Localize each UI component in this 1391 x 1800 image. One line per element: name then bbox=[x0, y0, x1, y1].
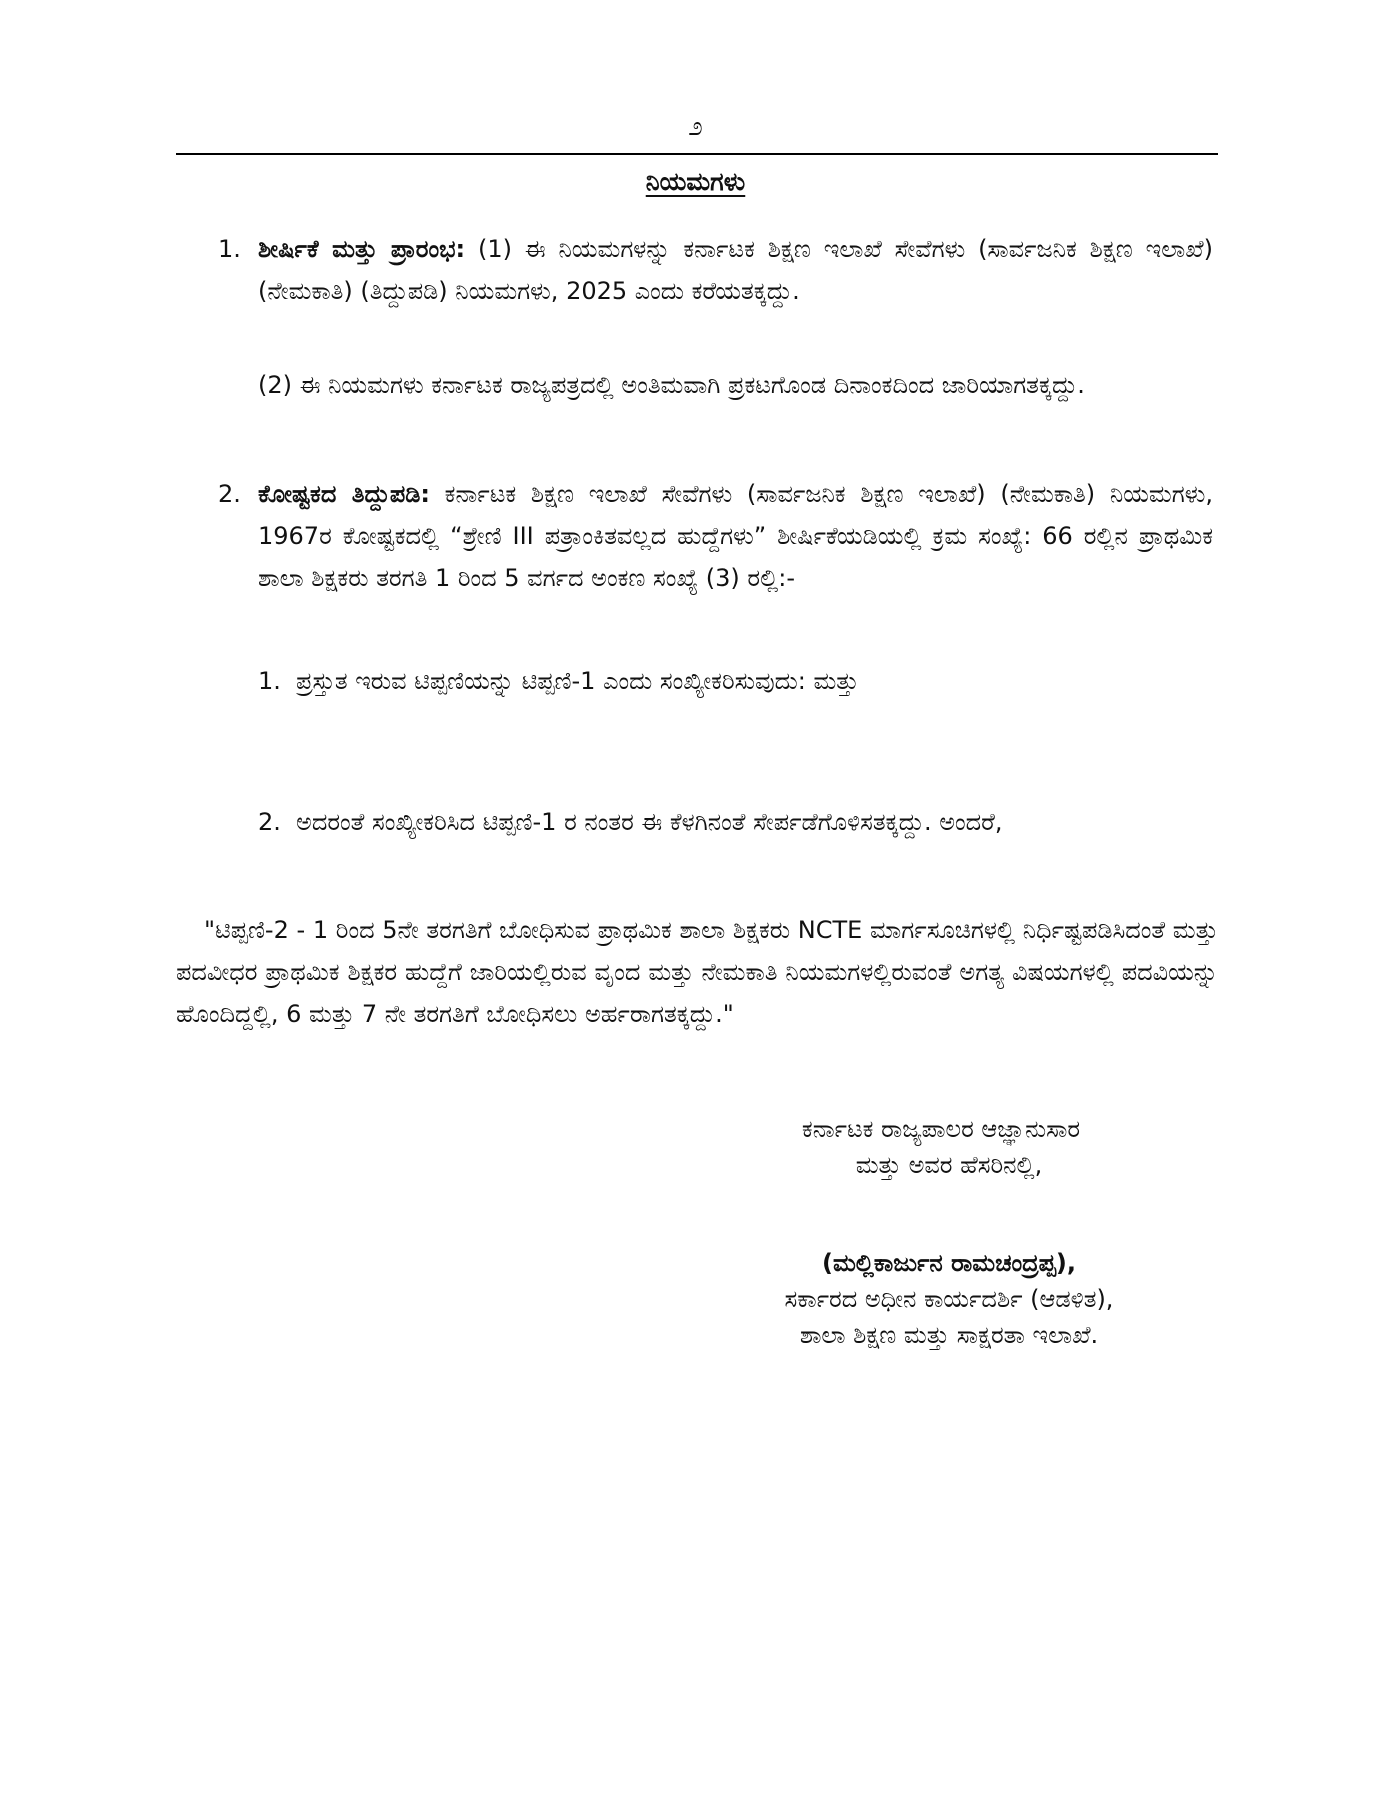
rule-2-text: ಕರ್ನಾಟಕ ಶಿಕ್ಷಣ ಇಲಾಖೆ ಸೇವೆಗಳು (ಸಾರ್ವಜನಿಕ ಶಿಕ್ಷಣ ಇಲಾಖೆ) (ನೇಮಕಾತಿ) ನಿಯಮಗಳು, 1967ರ ಕೋಷ್ಟಕದಲ್ಲಿ “ಶ್ರೇಣಿ III ಪತ್ರಾಂಕಿತವಲ್ಲದ ಹುದ್ದೆಗಳು” ಶೀರ್ಷಿಕೆಯಡಿಯಲ್ಲಿ ಕ್ರಮ ಸಂಖ್ಯೆ: 66 ರಲ್ಲಿನ ಪ್ರಾಥಮಿಕ ಶಾಲಾ ಶಿಕ್ಷಕರು ತರಗತಿ 1 ರಿಂದ 5 ವರ್ಗದ ಅಂಕಣ ಸಂಖ್ಯೆ (3) ರಲ್ಲಿ:- bbox=[258, 480, 1213, 592]
rule-1-text: (1) ಈ ನಿಯಮಗಳನ್ನು ಕರ್ನಾಟಕ ಶಿಕ್ಷಣ ಇಲಾಖೆ ಸೇವೆಗಳು (ಸಾರ್ವಜನಿಕ ಶಿಕ್ಷಣ ಇಲಾಖೆ) (ನೇಮಕಾತಿ) (ತಿದ್ದುಪಡಿ) ನಿಯಮಗಳು, 2025 ಎಂದು ಕರೆಯತಕ್ಕದ್ದು. bbox=[258, 235, 1214, 305]
rule-2-heading: ಕೋಷ್ಟಕದ ತಿದ್ದುಪಡಿ: bbox=[258, 480, 430, 508]
signature-department: ಶಾಲಾ ಶಿಕ್ಷಣ ಮತ್ತು ಸಾಕ್ಷರತಾ ಇಲಾಖೆ. bbox=[799, 1321, 1099, 1349]
rule-1-number: 1. bbox=[218, 235, 241, 263]
sub-item-1-number: 1. bbox=[258, 667, 281, 695]
signature-name: (ಮಲ್ಲಿಕಾರ್ಜುನ ರಾಮಚಂದ್ರಪ್ಪ), bbox=[822, 1249, 1076, 1277]
header-rule bbox=[176, 153, 1218, 155]
rule-1-heading: ಶೀರ್ಷಿಕೆ ಮತ್ತು ಪ್ರಾರಂಭ: bbox=[258, 235, 466, 263]
signature-order-line-1: ಕರ್ನಾಟಕ ರಾಜ್ಯಪಾಲರ ಆಜ್ಞಾನುಸಾರ bbox=[801, 1115, 1081, 1143]
sub-item-1-text: ಪ್ರಸ್ತುತ ಇರುವ ಟಿಪ್ಪಣಿಯನ್ನು ಟಿಪ್ಪಣಿ-1 ಎಂದು ಸಂಖ್ಯೀಕರಿಸುವುದು: ಮತ್ತು bbox=[296, 667, 859, 695]
sub-item-2-number: 2. bbox=[258, 808, 281, 836]
signature-order-line-2: ಮತ್ತು ಅವರ ಹೆಸರಿನಲ್ಲಿ, bbox=[855, 1151, 1043, 1179]
rule-1-sub-paragraph: (2) ಈ ನಿಯಮಗಳು ಕರ್ನಾಟಕ ರಾಜ್ಯಪತ್ರದಲ್ಲಿ ಅಂತಿಮವಾಗಿ ಪ್ರಕಟಗೊಂಡ ದಿನಾಂಕದಿಂದ ಜಾರಿಯಾಗತಕ್ಕದ್ದು. bbox=[258, 371, 1085, 399]
page-number: ೨ bbox=[688, 112, 703, 142]
quoted-note: "ಟಿಪ್ಪಣಿ-2 - 1 ರಿಂದ 5ನೇ ತರಗತಿಗೆ ಬೋಧಿಸುವ ಪ್ರಾಥಮಿಕ ಶಾಲಾ ಶಿಕ್ಷಕರು NCTE ಮಾರ್ಗಸೂಚಿಗಳಲ್ಲಿ ನಿರ್ಧಿಷ್ಟಪಡಿಸಿದಂತೆ ಮತ್ತು ಪದವೀಧರ ಪ್ರಾಥಮಿಕ ಶಿಕ್ಷಕರ ಹುದ್ದೆಗೆ ಜಾರಿಯಲ್ಲಿರುವ ವೃಂದ ಮತ್ತು ನೇಮಕಾತಿ ನಿಯಮಗಳಲ್ಲಿರುವಂತೆ ಅಗತ್ಯ ವಿಷಯಗಳಲ್ಲಿ ಪದವಿಯನ್ನು ಹೊಂದಿದ್ದಲ್ಲಿ, 6 ಮತ್ತು 7 ನೇ ತರಗತಿಗೆ ಬೋಧಿಸಲು ಅರ್ಹರಾಗತಕ್ಕದ್ದು." bbox=[176, 916, 1218, 1028]
signature-designation: ಸರ್ಕಾರದ ಅಧೀನ ಕಾರ್ಯದರ್ಶಿ (ಆಡಳಿತ), bbox=[784, 1285, 1114, 1313]
rule-2-number: 2. bbox=[218, 480, 241, 508]
rule-1-paragraph bbox=[258, 228, 1213, 312]
page-title: ನಿಯಮಗಳು bbox=[645, 167, 746, 196]
sub-item-2-text: ಅದರಂತೆ ಸಂಖ್ಯೀಕರಿಸಿದ ಟಿಪ್ಪಣಿ-1 ರ ನಂತರ ಈ ಕೆಳಗಿನಂತೆ ಸೇರ್ಪಡೆಗೊಳಿಸತಕ್ಕದ್ದು. ಅಂದರೆ, bbox=[296, 808, 1003, 836]
rule-2-paragraph bbox=[258, 473, 1213, 599]
